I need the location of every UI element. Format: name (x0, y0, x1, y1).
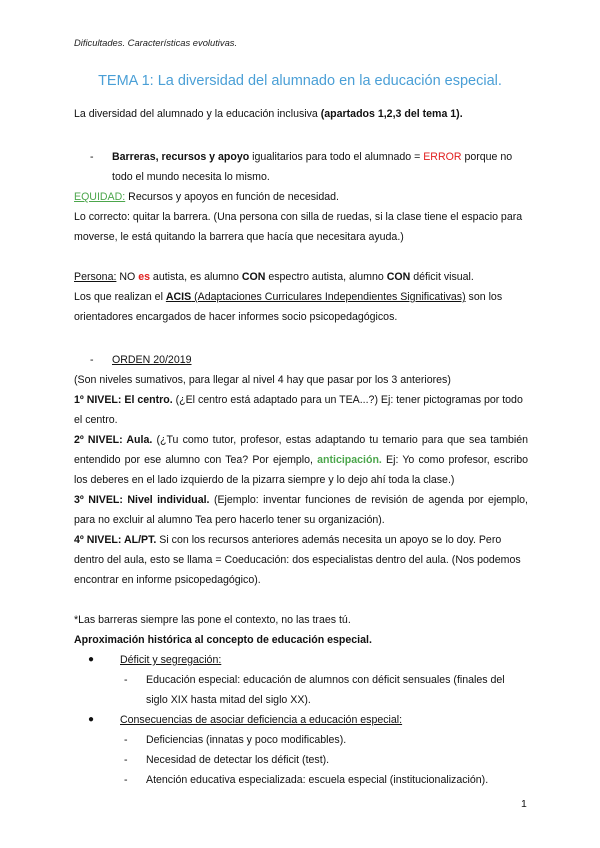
equidad-paragraph: EQUIDAD: Recursos y apoyos en función de necesidad. (74, 191, 339, 203)
list-item: - Deficiencias (innatas y poco modificables). (124, 734, 347, 746)
bullet-icon: ● (88, 714, 95, 725)
bullet-icon: ● (88, 654, 95, 665)
correcto-paragraph: Lo correcto: quitar la barrera. (Una persona con silla de ruedas, si la clase tiene el espacio para moverse, le está quitando la barrera que hacía que necesitara ayuda.) (74, 211, 523, 243)
nivel-1: 1º NIVEL: El centro. (¿El centro está adaptado para un TEA...?) Ej: tener pictogramas por todo el centro. (74, 394, 523, 426)
acis-label: ACIS (165, 291, 192, 303)
intro-paragraph: La diversidad del alumnado y la educación inclusiva (apartados 1,2,3 del tema 1). (74, 108, 463, 120)
anticipacion-highlight: anticipación. (317, 454, 382, 466)
persona-paragraph: Persona: NO es autista, es alumno CON espectro autista, alumno CON déficit visual. (74, 271, 474, 283)
nivel-2: 2º NIVEL: Aula. (¿Tu como tutor, profesor, estas adaptando tu temario para que sea también entendido por ese alumno con Tea? Por ejemplo, anticipación. Ej: Yo como profesor, escribo los deberes en el lado izquierdo de la pizarra siempre y lo dejo ahí toda la clase.) (74, 434, 528, 486)
barreras-item: - Barreras, recursos y apoyo igualitarios para todo el alumnado = ERROR porque no todo el mundo necesita lo mismo. (90, 151, 513, 183)
error-label: ERROR (423, 151, 462, 163)
list-item: - Atención educativa especializada: escuela especial (institucionalización). (124, 774, 489, 786)
nivel-4: 4º NIVEL: AL/PT. Si con los recursos anteriores además necesita un apoyo se lo doy. Pero dentro del aula, esto se llama = Coeducación: dos especialistas dentro del aula. (Nos podemos encontrar en informe psicopedagógico). (74, 534, 521, 586)
list-item: - Educación especial: educación de alumnos con déficit sensuales (finales del siglo XIX hasta mitad del siglo XX). (124, 674, 505, 706)
niveles-note: (Son niveles sumativos, para llegar al nivel 4 hay que pasar por los 3 anteriores) (74, 374, 451, 386)
bullet-consecuencias: ● Consecuencias de asociar deficiencia a educación especial: (74, 710, 528, 730)
document-title: TEMA 1: La diversidad del alumnado en la educación especial. (98, 73, 502, 89)
section-heading: Aproximación histórica al concepto de educación especial. (74, 634, 372, 646)
bullet-deficit: ● Déficit y segregación: (74, 650, 528, 670)
barreras-note: *Las barreras siempre las pone el contexto, no las traes tú. (74, 614, 351, 626)
list-item: - Necesidad de detectar los déficit (test). (124, 754, 330, 766)
running-header: Dificultades. Características evolutivas. (74, 37, 238, 48)
acis-paragraph: Los que realizan el ACIS (Adaptaciones Curriculares Independientes Significativas) son los orientadores encargados de hacer informes socio psicopedagógicos. (74, 291, 503, 323)
page-number: 1 (521, 798, 527, 810)
document-body (74, 104, 528, 790)
nivel-3: 3º NIVEL: Nivel individual. (Ejemplo: inventar funciones de revisión de agenda por ejemplo, para no excluir al alumno Tea pero hacerlo tener su organización). (74, 494, 529, 526)
equidad-label: EQUIDAD: (74, 191, 126, 203)
orden-item: - ORDEN 20/2019 (74, 350, 528, 370)
orden-label: ORDEN 20/2019 (112, 354, 192, 366)
